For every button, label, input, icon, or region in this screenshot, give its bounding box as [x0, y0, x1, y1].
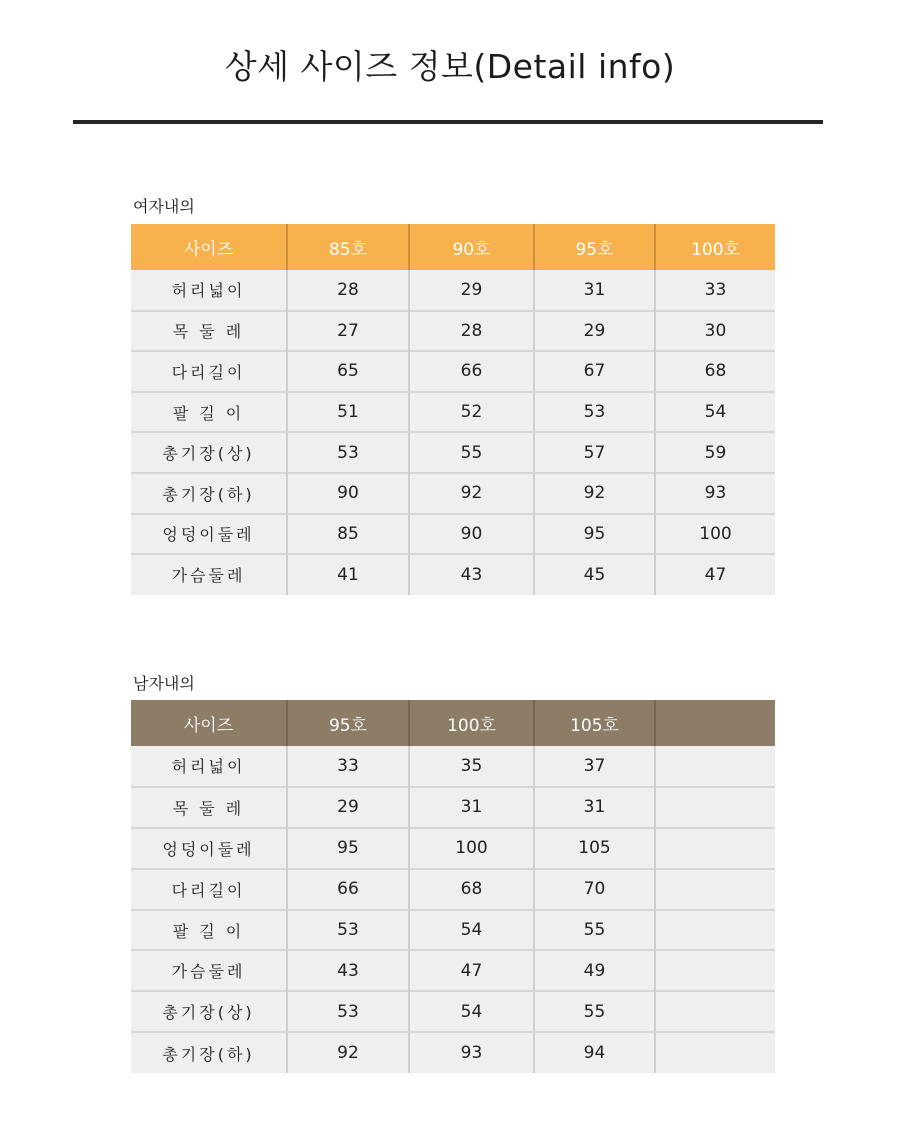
table-cell: 31 — [534, 787, 655, 828]
table-cell: 51 — [287, 392, 409, 433]
table-cell: 66 — [287, 869, 409, 910]
table-cell: 47 — [655, 554, 775, 595]
table-row — [131, 869, 775, 910]
header-cell: 90호 — [409, 224, 534, 270]
table-cell: 57 — [534, 432, 655, 473]
header-cell: 95호 — [534, 224, 655, 270]
row-label: 엉덩이둘레 — [131, 828, 287, 869]
table-row — [131, 910, 775, 951]
table-cell: 54 — [409, 910, 534, 951]
table-row — [131, 473, 775, 514]
table-cell: 54 — [655, 392, 775, 433]
table-cell: 43 — [287, 950, 409, 991]
header-cell: 100호 — [409, 700, 534, 746]
table-cell: 59 — [655, 432, 775, 473]
table-cell — [655, 746, 775, 787]
table-cell: 45 — [534, 554, 655, 595]
header-cell — [655, 700, 775, 746]
table-cell: 92 — [409, 473, 534, 514]
row-label: 목 둘 레 — [131, 311, 287, 352]
table-cell: 67 — [534, 351, 655, 392]
table-row — [131, 270, 775, 311]
table-cell: 55 — [409, 432, 534, 473]
row-label: 총기장(하) — [131, 1032, 287, 1073]
table-cell: 33 — [287, 746, 409, 787]
table-cell — [655, 787, 775, 828]
table-row — [131, 991, 775, 1032]
table-row — [131, 787, 775, 828]
header-cell: 85호 — [287, 224, 409, 270]
row-label: 팔 길 이 — [131, 392, 287, 433]
table-cell: 66 — [409, 351, 534, 392]
table-cell — [655, 869, 775, 910]
table-row — [131, 311, 775, 352]
table-cell: 52 — [409, 392, 534, 433]
table-cell — [655, 950, 775, 991]
table-cell: 54 — [409, 991, 534, 1032]
table-cell: 28 — [409, 311, 534, 352]
table-row — [131, 351, 775, 392]
table-cell: 31 — [409, 787, 534, 828]
table-cell: 68 — [655, 351, 775, 392]
table-cell: 41 — [287, 554, 409, 595]
table-cell — [655, 991, 775, 1032]
header-cell: 95호 — [287, 700, 409, 746]
table-row — [131, 514, 775, 555]
row-label: 총기장(상) — [131, 991, 287, 1032]
table-cell: 85 — [287, 514, 409, 555]
table-cell: 29 — [287, 787, 409, 828]
table-cell: 100 — [409, 828, 534, 869]
row-label: 가슴둘레 — [131, 950, 287, 991]
table-cell: 92 — [287, 1032, 409, 1073]
row-label: 총기장(상) — [131, 432, 287, 473]
men-section-label: 남자내의 — [133, 674, 195, 693]
row-label: 허리넓이 — [131, 270, 287, 311]
women-section-label: 여자내의 — [133, 197, 195, 216]
table-cell: 30 — [655, 311, 775, 352]
table-cell: 35 — [409, 746, 534, 787]
table-cell — [655, 1032, 775, 1073]
table-cell: 105 — [534, 828, 655, 869]
table-row — [131, 1032, 775, 1073]
table-cell: 31 — [534, 270, 655, 311]
table-row — [131, 950, 775, 991]
table-cell: 28 — [287, 270, 409, 311]
table-header-row — [131, 700, 775, 746]
table-header-row — [131, 224, 775, 270]
table-cell: 55 — [534, 910, 655, 951]
table-cell: 43 — [409, 554, 534, 595]
table-row — [131, 554, 775, 595]
table-cell: 90 — [409, 514, 534, 555]
table-cell: 47 — [409, 950, 534, 991]
women-size-table — [131, 224, 775, 595]
title-divider — [73, 120, 823, 124]
table-row — [131, 828, 775, 869]
header-cell: 사이즈 — [131, 700, 287, 746]
table-cell: 55 — [534, 991, 655, 1032]
row-label: 엉덩이둘레 — [131, 514, 287, 555]
table-cell: 100 — [655, 514, 775, 555]
header-cell: 사이즈 — [131, 224, 287, 270]
table-cell: 92 — [534, 473, 655, 514]
table-cell: 33 — [655, 270, 775, 311]
table-cell: 53 — [287, 991, 409, 1032]
table-cell: 95 — [534, 514, 655, 555]
row-label: 목 둘 레 — [131, 787, 287, 828]
men-size-table — [131, 700, 775, 1073]
table-cell: 65 — [287, 351, 409, 392]
table-cell: 29 — [409, 270, 534, 311]
page-title: 상세 사이즈 정보(Detail info) — [224, 47, 676, 86]
table-row — [131, 432, 775, 473]
table-cell — [655, 910, 775, 951]
row-label: 다리길이 — [131, 869, 287, 910]
table-row — [131, 746, 775, 787]
table-cell: 53 — [287, 432, 409, 473]
table-cell: 27 — [287, 311, 409, 352]
table-cell: 93 — [409, 1032, 534, 1073]
row-label: 총기장(하) — [131, 473, 287, 514]
table-row — [131, 392, 775, 433]
row-label: 팔 길 이 — [131, 910, 287, 951]
table-cell: 29 — [534, 311, 655, 352]
table-cell: 95 — [287, 828, 409, 869]
table-cell: 49 — [534, 950, 655, 991]
header-cell: 105호 — [534, 700, 655, 746]
row-label: 다리길이 — [131, 351, 287, 392]
table-cell: 94 — [534, 1032, 655, 1073]
header-cell: 100호 — [655, 224, 775, 270]
table-cell: 53 — [287, 910, 409, 951]
table-cell: 68 — [409, 869, 534, 910]
table-cell: 70 — [534, 869, 655, 910]
row-label: 허리넓이 — [131, 746, 287, 787]
row-label: 가슴둘레 — [131, 554, 287, 595]
table-cell: 37 — [534, 746, 655, 787]
table-cell: 53 — [534, 392, 655, 433]
table-cell — [655, 828, 775, 869]
table-cell: 90 — [287, 473, 409, 514]
table-cell: 93 — [655, 473, 775, 514]
